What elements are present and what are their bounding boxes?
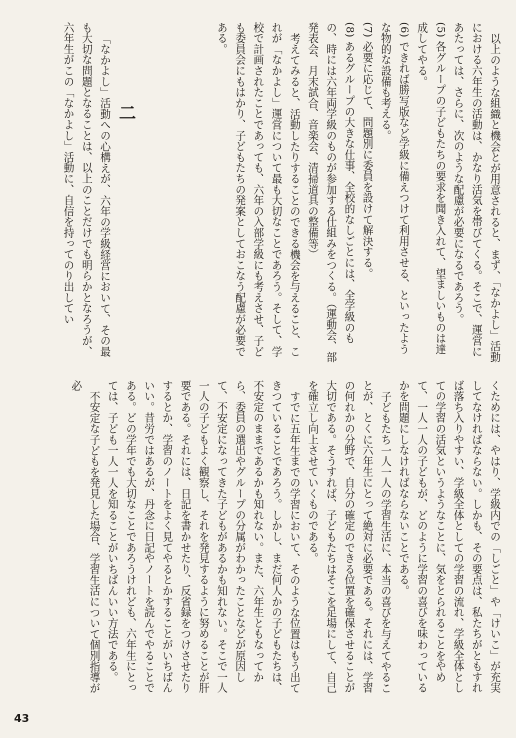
page-number: 43 bbox=[14, 712, 30, 725]
lower-text-block bbox=[14, 380, 504, 702]
lower-paragraph-4: 不安定な子どもを発見した場合、学習生活について個別指導が必 bbox=[70, 380, 101, 693]
lower-paragraph-2: 子どもたち一人一人の学習生活に、本当の喜びを与えてやることが、とくに六年生にとって絶対に必要である。それには、学習の何れかの分野で、自分の確定のできる位置を確保させることが大切である。そうすれば、子どもたちはそこを足場にして、自己を確立し向上させていくものである。 bbox=[306, 380, 392, 694]
closing-paragraph: 考えてみると、活動したりすることのできる機会を与えること、これが「なかよし」運営について最も大切なことであろう。そして、学校で計画されたことであっても、六年の入部学級にも考えさせ、子ども委員会にもはかり、子どもたちの発案としておこなう配慮が必要である。 bbox=[215, 22, 301, 357]
section-two-paragraph: 「なかよし」活動への心構えが、六年の学級経営において、その最も大切な問題となることは、以上のことだけでも明らかとなろうが、六年生がこの「なかよし」活動に、自信を持ってのり出してい bbox=[62, 22, 111, 357]
list-item-8: (8) あるグループの大きな仕事、全校的なしごとには、全学級のもの、時には六年両学級のものが参加する仕組みをつくる。（運動会、部発表会、月末試合、音楽会、清掃道具の整備等） bbox=[306, 22, 356, 363]
lower-paragraph-1: くためには、やはり、学級内での「しごと」や「けいこ」が充実してなければならない。しかも、その要点は、私たちがともすれば落ち入りやすい、学級全体としての学習の流れ、学級全体としての学習の活気というようなことに、気をとられることをやめて、一人一人の子どもが、どのように学習の喜びを味わっているかを問題にしなければならないことである。 bbox=[397, 380, 501, 694]
intro-paragraph: 以上のような組織と機会とが用意されると、まず、「なかよし」活動における六年生の活動は、かなり活気を帯びてくる。そこで、運営にあたっては、さらに、次のような配慮が必要になるであろう。 bbox=[452, 22, 501, 363]
list-item-6: (6) できれば勝写版など学級に備えつけて利用させる、といったような物的な設備も考える。 bbox=[379, 22, 410, 355]
section-two-text-block bbox=[14, 22, 114, 364]
list-item-7: (7) 必要に応じて、問題別に委員を設けて解決する。 bbox=[361, 22, 374, 279]
upper-right-text-block bbox=[168, 22, 504, 364]
list-item-5: (5) 各グループの子どもたちの要求を聞き入れて、望ましいものは達成してやる。 bbox=[416, 22, 447, 355]
section-heading: 二 bbox=[115, 104, 135, 121]
lower-paragraph-3: すでに五年生までの学習において、そのような位置はもう出てきつていることであろう。しかし、まだ何人かの子どもたちは、不安定のままであるかも知れない。また、六年生ともなってから、委員の選出やグループの分属がわかったことなどが原因して、不安定になってきた子どもがあるかも知れない。そこで一人一人の子どもよく観察し、それを発見するように努めることが肝要である。それには、日記を書かせたり、反省録をつけさせたりするとか、学習のノートをよく見てやるとかすることがいちばんいい。昔労ではあるが、丹念に日記やノートを読んでやることである。どの学年でも大切なことであろうけれども、六年生にとっては、子ども一人一人を知ることがいちばんいい方法である。 bbox=[106, 380, 301, 694]
